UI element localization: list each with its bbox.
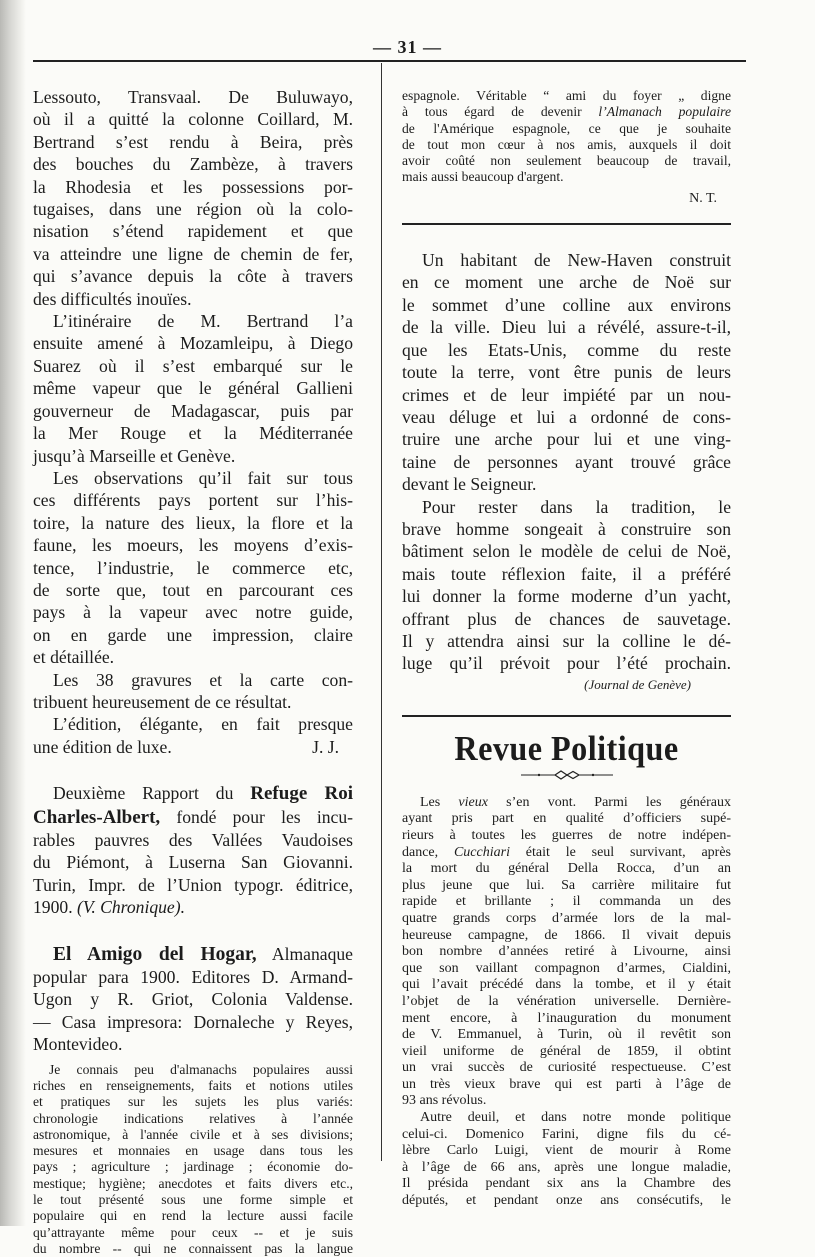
fleuron-divider-icon bbox=[517, 769, 617, 781]
text-line: tence, l’industrie, le commerce etc, bbox=[33, 557, 353, 578]
person-name: Cucchiari bbox=[453, 844, 510, 860]
text-line: de tout mon cœur à nos amis, auxquels il doit bbox=[402, 136, 731, 152]
signature-nt: N. T. bbox=[689, 190, 717, 206]
text-line: où il a quitté la colonne Coillard, M. bbox=[33, 109, 353, 130]
refuge-title: Charles-Albert, bbox=[33, 806, 161, 828]
text-line: Je connais peu d'almanachs populaires aussi bbox=[49, 1061, 353, 1077]
amigo-title-paragraph bbox=[33, 943, 353, 1056]
amigo-review-continuation bbox=[402, 88, 731, 207]
text-line: lèbre Carlo Luigi, vient de mourir à Rome bbox=[402, 1143, 731, 1159]
text-line: pays à la vapeur avec notre guide, bbox=[33, 602, 353, 623]
text-line: faune, les moeurs, les moyens d’exis- bbox=[33, 535, 353, 556]
text-line: rieurs à toutes les guerres de notre indépen- bbox=[402, 827, 731, 843]
text-line: riches en renseignements, faits et notions utiles bbox=[33, 1077, 353, 1093]
refuge-title: Refuge Roi bbox=[250, 783, 353, 805]
revue-paragraph-2 bbox=[402, 1110, 731, 1210]
text-line bbox=[402, 795, 731, 812]
text-line: un très vieux brave qui est parti à l’âge de bbox=[402, 1076, 731, 1092]
text-line: avoir coûté non seulement beaucoup de travail, bbox=[402, 153, 731, 169]
text-line: toire, la nature des lieux, la flore et la bbox=[33, 512, 353, 533]
review-paragraph-3 bbox=[33, 467, 353, 669]
text-fragment: s’en vont. Parmi les généraux bbox=[487, 794, 731, 810]
text-line: L’édition, élégante, en fait presque bbox=[53, 714, 353, 735]
text-line: le tout présenté sous une forme simple et bbox=[33, 1192, 353, 1208]
text-line: populaire qui en rend la lecture aussi facile bbox=[33, 1208, 353, 1224]
text-fragment: fondé pour les incu- bbox=[160, 806, 353, 827]
text-line: mais toute réflexion faite, il a préféré bbox=[402, 563, 731, 584]
text-line: le sommet d’une colline aux environs bbox=[402, 294, 731, 315]
text-line: que son vaillant compagnon d’armes, Cialdini, bbox=[402, 960, 731, 976]
review-paragraph-2 bbox=[33, 310, 353, 467]
text-line: 93 ans révolus. bbox=[402, 1093, 487, 1109]
text-line: offrant plus de chances de sauvetage. bbox=[402, 608, 731, 629]
text-line: mesures et monnaies en usage dans tous les bbox=[33, 1143, 353, 1159]
text-line: la Mer Rouge et la Méditerranée bbox=[33, 423, 353, 444]
text-line: veau déluge et lui a ordonné de cons- bbox=[402, 406, 731, 427]
text-line: Il y attendra ainsi sur la colline le dé- bbox=[402, 630, 731, 651]
header-rule bbox=[33, 60, 746, 62]
text-line bbox=[402, 845, 731, 862]
text-line: Turin, Impr. de l’Union typogr. éditrice, bbox=[33, 874, 353, 895]
text-line: Les observations qu’il fait sur tous bbox=[53, 467, 353, 488]
text-line: gouverneur de Madagascar, puis par bbox=[33, 400, 353, 421]
new-haven-paragraph-2 bbox=[402, 496, 731, 675]
amigo-review bbox=[33, 1062, 353, 1257]
text-line: Un habitant de New-Haven construit bbox=[422, 250, 731, 271]
text-fragment: Deuxième Rapport du bbox=[53, 783, 251, 804]
text-line: de la ville. Dieu lui a révélé, assure-t-il, bbox=[402, 317, 731, 338]
text-line: que les Etats-Unis, comme du reste bbox=[402, 339, 731, 360]
text-line: crimes et de leur impiété par un nou- bbox=[402, 384, 731, 405]
almanach-title: l’Almanach populaire bbox=[598, 104, 731, 120]
text-line: Lessouto, Transvaal. De Buluwayo, bbox=[33, 87, 353, 107]
left-column bbox=[33, 86, 353, 1257]
text-line: toute la terre, vont être punis de leurs bbox=[402, 362, 731, 383]
text-line: vieil uniforme de général de 1859, il obtint bbox=[402, 1043, 731, 1059]
refuge-paragraph bbox=[33, 782, 353, 918]
text-line bbox=[33, 806, 353, 829]
text-line: ayant pris part en qualité d’officiers supé- bbox=[402, 811, 731, 827]
review-paragraph-1 bbox=[33, 86, 353, 310]
text-line: on en garde une impression, claire bbox=[33, 624, 353, 645]
amigo-notice bbox=[33, 943, 353, 1257]
text-line: heureuse campagne, de 1866. Il vivait depuis bbox=[402, 927, 731, 943]
text-line: celui-ci. Domenico Farini, digne fils du cé- bbox=[402, 1126, 731, 1142]
text-line: Montevideo. bbox=[33, 1034, 123, 1055]
text-line: ces différents pays portent sur l’his- bbox=[33, 490, 353, 511]
text-line: bâtiment selon le modèle de celui de Noë, bbox=[402, 541, 731, 562]
right-column bbox=[402, 88, 731, 1210]
text-line: qui l’avait précédé dans la tombe, et il y était bbox=[402, 977, 731, 993]
text-line: plus jeune que lui. Sa carrière militaire fut bbox=[402, 877, 731, 893]
text-fragment: 1900. bbox=[33, 897, 77, 918]
review-paragraph-4 bbox=[33, 669, 353, 714]
text-line: la mort du général Della Rocca, d’un an bbox=[402, 861, 731, 877]
text-line: rapide et brillante ; il commanda un des bbox=[402, 894, 731, 910]
new-haven-paragraph-1 bbox=[402, 249, 731, 495]
text-line: — Casa impresora: Dornaleche y Reyes, bbox=[33, 1011, 353, 1032]
text-line: tugaises, dans une région où la colo- bbox=[33, 199, 353, 220]
cross-reference: (V. Chronique). bbox=[76, 897, 185, 918]
text-line: taine de personnes ayant trouvé grâce bbox=[402, 451, 731, 472]
text-line: un vrai succès de curiosité respectueuse. C’est bbox=[402, 1060, 731, 1076]
text-line: en ce moment une arche de Noë sur bbox=[402, 272, 731, 293]
page-binding-shadow bbox=[0, 0, 26, 1226]
text-line: lui donner la forme moderne d’un yacht, bbox=[402, 586, 731, 607]
text-line: truire une arche pour lui et une ving- bbox=[402, 429, 731, 450]
text-line: des bouches du Zambèze, à travers bbox=[33, 154, 353, 175]
text-line: qui s’avance depuis la côte à travers bbox=[33, 266, 353, 287]
text-line: du nombre -- qui ne connaissent pas la langue bbox=[33, 1240, 353, 1256]
text-line: mais aussi beaucoup d'argent. bbox=[402, 169, 564, 185]
text-line: qu’attrayante même pour ceux -- et je suis bbox=[33, 1224, 353, 1240]
amigo-review-end bbox=[402, 88, 731, 186]
text-line: quatre grands corps d’armée lors de la mal- bbox=[402, 910, 731, 926]
text-line: astronomique, à l'année civile et à ses divisions; bbox=[33, 1126, 353, 1142]
emphasis: vieux bbox=[458, 794, 488, 810]
text-line bbox=[33, 782, 353, 805]
refuge-notice bbox=[33, 782, 353, 918]
text-line: Suarez où il s’est embarqué sur le bbox=[33, 355, 353, 376]
text-line: et pratiques sur les sujets les plus variés: bbox=[33, 1094, 353, 1110]
page-number: — 31 — bbox=[373, 37, 442, 57]
text-line: Bertrand s’est rendu à Beira, près bbox=[33, 131, 353, 152]
amigo-title: El Amigo del Hogar, bbox=[53, 943, 257, 965]
text-fragment: était le seul survivant, après bbox=[509, 844, 731, 860]
text-line: Il présida pendant six ans la Chambre des bbox=[402, 1176, 731, 1192]
text-line bbox=[33, 896, 353, 918]
text-line: la Rhodesia et les possessions por- bbox=[33, 176, 353, 197]
signature-jj: J. J. bbox=[312, 736, 339, 757]
source-attribution: (Journal de Genève) bbox=[584, 676, 691, 692]
text-fragment: à tous égard de devenir bbox=[402, 104, 599, 120]
text-line: pays ; agriculture ; jardinage ; économie do- bbox=[33, 1159, 353, 1175]
section-heading: Revue Politique bbox=[454, 728, 679, 768]
text-line: de sorte que, tout en parcourant ces bbox=[33, 579, 353, 600]
text-line: Pour rester dans la tradition, le bbox=[422, 496, 731, 517]
text-fragment: dance, bbox=[402, 844, 454, 860]
text-line: du Piémont, à Luserna San Giovanni. bbox=[33, 852, 353, 873]
review-paragraph-5 bbox=[33, 713, 353, 758]
revue-paragraph-1 bbox=[402, 795, 731, 1110]
text-line: des difficultés inouïes. bbox=[33, 288, 192, 309]
text-line: même vapeur que le général Gallieni bbox=[33, 378, 353, 399]
text-line: à l’âge de 66 ans, après une longue maladie, bbox=[402, 1159, 731, 1175]
text-line: popular para 1900. Editores D. Armand- bbox=[33, 967, 353, 988]
book-review-continuation bbox=[33, 86, 353, 758]
text-line: de V. Emmanuel, à Turin, où il revêtit son bbox=[402, 1027, 731, 1043]
text-line: luge qu’il prévoit pour l’été prochain. bbox=[402, 653, 731, 674]
text-line: Ugon y R. Griot, Colonia Valdense. bbox=[33, 989, 353, 1010]
text-line: nisation s’étend rapidement et que bbox=[33, 221, 353, 242]
text-line: députés, et pendant onze ans consécutifs, le bbox=[402, 1193, 731, 1209]
new-haven-item bbox=[402, 249, 731, 693]
text-line: Autre deuil, et dans notre monde politique bbox=[420, 1110, 731, 1126]
text-fragment: Les bbox=[420, 794, 459, 810]
text-line: ment encore, à l’inauguration du monument bbox=[402, 1010, 731, 1026]
text-fragment: Almanaque bbox=[256, 943, 353, 964]
text-line: rables pauvres des Vallées Vaudoises bbox=[33, 830, 353, 850]
text-line bbox=[402, 104, 731, 120]
revue-politique-section bbox=[402, 729, 731, 1210]
text-line bbox=[33, 943, 353, 966]
text-line: ensuite amené à Mozamleipu, à Diego bbox=[33, 333, 353, 354]
text-line: tribuent heureusement de ce résultat. bbox=[33, 691, 292, 712]
text-line: et détaillée. bbox=[33, 647, 115, 668]
column-divider bbox=[381, 63, 382, 1161]
text-line: L’itinéraire de M. Bertrand l’a bbox=[53, 311, 353, 332]
text-line: bon nombre d’années retiré à Livourne, ainsi bbox=[402, 944, 731, 960]
text-line: chronologie indications relatives à l’année bbox=[33, 1110, 353, 1126]
text-line: espagnole. Véritable “ ami du foyer „ digne bbox=[402, 88, 731, 103]
text-line: Les 38 gravures et la carte con- bbox=[53, 669, 353, 690]
text-line: l’objet de la vénération universelle. Dernière- bbox=[402, 993, 731, 1009]
text-line: devant le Seigneur. bbox=[402, 474, 537, 495]
text-line: jusqu’à Marseille et Genève. bbox=[33, 445, 236, 466]
text-line: de l'Amérique espagnole, ce que je souhaite bbox=[402, 120, 731, 136]
text-line: mestique; hygiène; anecdotes et faits divers etc., bbox=[33, 1175, 353, 1191]
text-line bbox=[33, 736, 353, 758]
text-line: brave homme songeait à construire son bbox=[402, 518, 731, 539]
text-line: va atteindre une ligne de chemin de fer, bbox=[33, 243, 353, 264]
text-fragment: une édition de luxe. bbox=[33, 736, 172, 757]
